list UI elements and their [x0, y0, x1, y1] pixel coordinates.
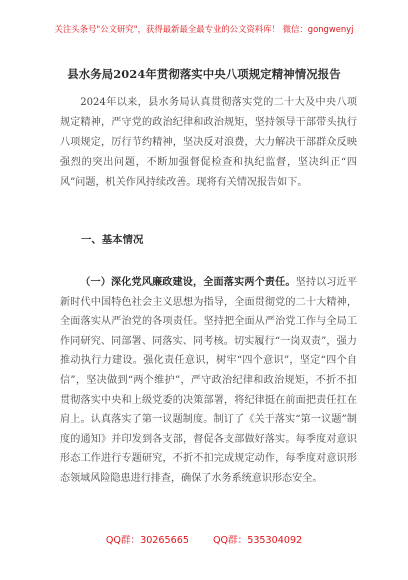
- intro-block: [60, 93, 357, 193]
- section-heading-basic-situation: 一、基本情况: [81, 234, 144, 246]
- sub1-body-text: 坚持以习近平新时代中国特色社会主义思想为指导，全面贯彻党的二十大精神，全面落实从严治党的各项责任。坚持把全面从严治党工作与全局工作同研究、同部署、同落实、同考核。切实履行“一岗双责”，强力推动执行力建设。强化责任意识，树牢“四个意识”，坚定“四个自信”，坚决做到“两个维护”，严守政治纪律和政治规矩，不折不扣贯彻落实中央和上级党委的决策部署，将纪律挺在前面把责任扛在肩上。认真落实了第一议题制度。制订了《关于落实“第一议题”制度的通知》并印发到各支部，督促各支部做好落实。每季度对意识形态工作进行专题研究，不折不扣完成规定动作，每季度对意识形态领域风险隐患进行排查，确保了水务系统意识形态安全。: [60, 277, 358, 484]
- qq-group-2: QQ群：535304092: [212, 535, 303, 546]
- section1-paragraph: [60, 273, 357, 489]
- promo-banner: 关注头条号"公文研究"，获得最新最全最专业的公文资料库！ 微信：gongwenyj: [54, 24, 354, 34]
- document-title: 县水务局2024年贯彻落实中央八项规定精神情况报告: [67, 67, 341, 81]
- footer-qq-groups: [0, 535, 408, 547]
- section1-block: [60, 273, 357, 489]
- qq-group-1: QQ群：30265665: [105, 535, 189, 546]
- intro-paragraph: 2024年以来，县水务局认真贯彻落实党的二十大及中央八项规定精神，严守党的政治纪律和政治规矩，坚持领导干部带头执行八项规定，厉行节约精神，坚决反对浪费，大力解决干部群众反映强烈的突出问题，不断加强督促检查和执纪监督，坚决纠正“四风”问题，机关作风持续改善。现将有关情况报告如下。: [60, 97, 357, 188]
- sub-heading-1: （一）深化党风廉政建设，全面落实两个责任。: [80, 277, 296, 288]
